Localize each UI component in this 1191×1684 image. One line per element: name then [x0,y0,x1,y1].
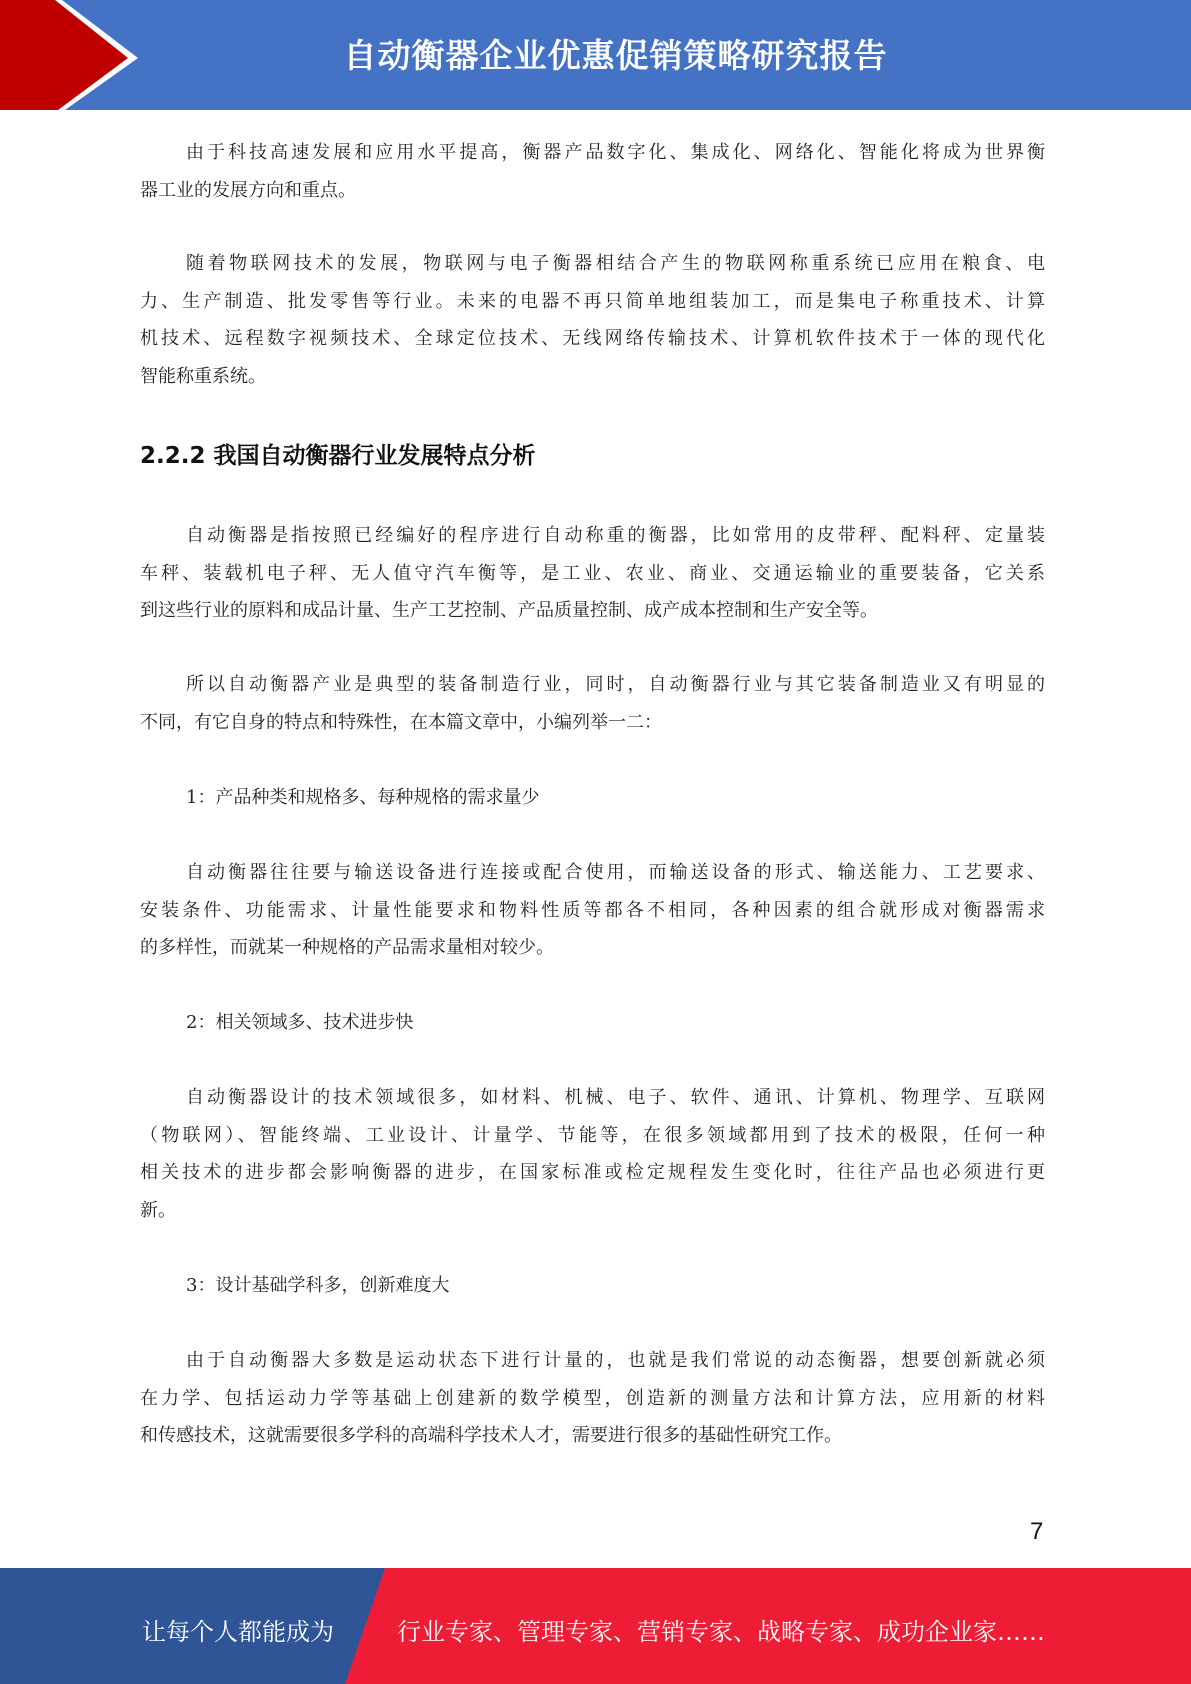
paragraph [140,666,1045,741]
footer-slogan-right: 行业专家、管理专家、营销专家、战略专家、成功企业家…… [397,1618,1045,1646]
text-line: 1：产品种类和规格多、每种规格的需求量少 [186,787,540,808]
text-line: 由于科技高速发展和应用水平提高，衡器产品数字化、集成化、网络化、智能化将成为世界衡 [186,142,1045,163]
text-line: 到这些行业的原料和成品计量、生产工艺控制、产品质量控制、成产成本控制和生产安全等。 [140,600,878,621]
text-line: 自动衡器往往要与输送设备进行连接或配合使用，而输送设备的形式、输送能力、工艺要求、 [186,862,1045,883]
text-line: 安装条件、功能需求、计量性能要求和物料性质等都各不相同，各种因素的组合就形成对衡器需求 [140,899,1045,921]
text-line: 新。 [140,1199,176,1221]
text-line: 在力学、包括运动力学等基础上创建新的数学模型，创造新的测量方法和计算方法，应用新的材料 [140,1387,1045,1409]
text-line: 力、生产制造、批发零售等行业。未来的电器不再只简单地组装加工，而是集电子称重技术、计算 [140,290,1045,312]
paragraph [140,134,1045,209]
text-line: 机技术、远程数字视频技术、全球定位技术、无线网络传输技术、计算机软件技术于一体的现代化 [140,328,1045,349]
paragraph [140,779,1045,817]
text-line: 由于自动衡器大多数是运动状态下进行计量的，也就是我们常说的动态衡器，想要创新就必须 [186,1350,1045,1371]
paragraph [140,1342,1045,1455]
paragraph [140,854,1045,967]
text-line: （物联网）、智能终端、工业设计、计量学、节能等，在很多领域都用到了技术的极限，任何一种 [140,1124,1045,1146]
text-line: 自动衡器设计的技术领域很多，如材料、机械、电子、软件、通讯、计算机、物理学、互联网 [186,1087,1045,1108]
page-footer [0,1568,1191,1684]
paragraph [140,1004,1045,1042]
text-line: 的多样性，而就某一种规格的产品需求量相对较少。 [140,937,554,958]
text-line: 不同，有它自身的特点和特殊性，在本篇文章中，小编列举一二： [140,711,662,733]
report-title: 自动衡器企业优惠促销策略研究报告 [343,36,888,75]
text-line: 随着物联网技术的发展，物联网与电子衡器相结合产生的物联网称重系统已应用在粮食、电 [186,253,1045,274]
paragraph [140,245,1045,395]
text-line: 相关技术的进步都会影响衡器的进步，在国家标准或检定规程发生变化时，往往产品也必须进行更 [140,1162,1045,1183]
text-line: 器工业的发展方向和重点。 [140,179,356,201]
page-header [0,0,1191,110]
text-line: 2：相关领域多、技术进步快 [186,1012,414,1033]
section-heading: 2.2.2 我国自动衡器行业发展特点分析 [140,443,536,469]
page-number: 7 [1030,1518,1044,1545]
paragraph [140,517,1045,630]
text-line: 所以自动衡器产业是典型的装备制造行业，同时，自动衡器行业与其它装备制造业又有明显的 [186,674,1045,695]
text-line: 自动衡器是指按照已经编好的程序进行自动称重的衡器，比如常用的皮带秤、配料秤、定量装 [186,525,1045,546]
paragraph [140,1079,1045,1229]
footer-slogan-left: 让每个人都能成为 [142,1618,334,1646]
paragraph [140,1267,1045,1305]
text-line: 车秤、装载机电子秤、无人值守汽车衡等，是工业、农业、商业、交通运输业的重要装备，它关系 [140,562,1045,584]
text-line: 和传感技术，这就需要很多学科的高端科学技术人才，需要进行很多的基础性研究工作。 [140,1425,842,1446]
text-line: 3：设计基础学科多，创新难度大 [186,1275,450,1296]
text-line: 智能称重系统。 [140,365,266,387]
